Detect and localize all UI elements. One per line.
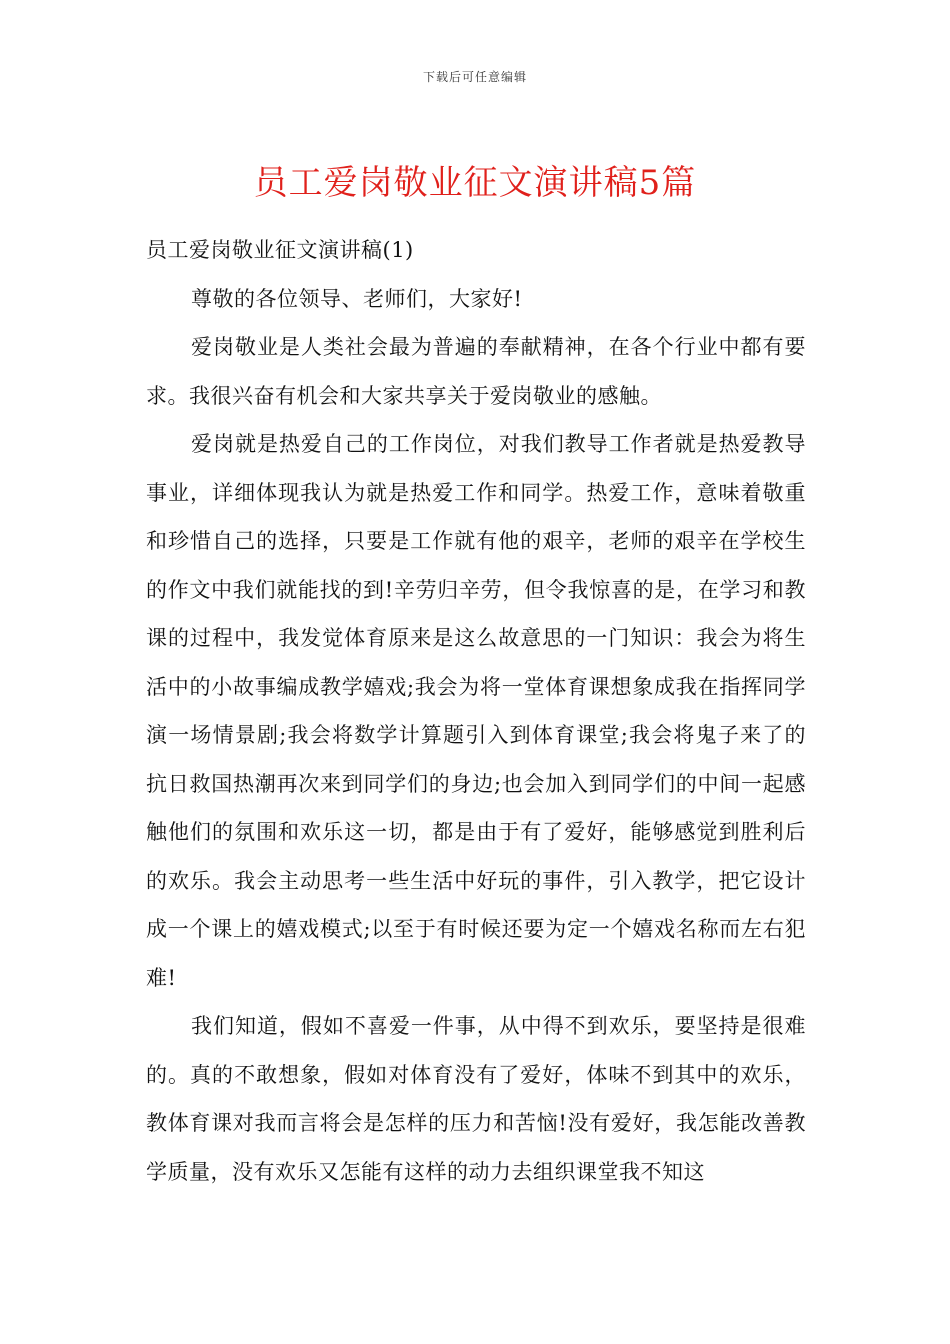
header-note: 下载后可任意编辑: [422, 70, 527, 84]
section-title: 员工爱岗敬业征文演讲稿(1): [146, 238, 414, 262]
paragraph: 尊敬的各位领导、老师们，大家好!: [191, 286, 523, 311]
paragraph: 我们知道，假如不喜爱一件事，从中得不到欢乐，要坚持是很难的。真的不敢想象，假如对体育没有了爱好，体味不到其中的欢乐，教体育课对我而言将会是怎样的压力和苦恼!没有爱好，我怎能改善教学质量，没有欢乐又怎能有这样的动力去组织课堂我不知这: [146, 1014, 806, 1184]
paragraph: 爱岗就是热爱自己的工作岗位，对我们教导工作者就是热爱教导事业，详细体现我认为就是热爱工作和同学。热爱工作，意味着敬重和珍惜自己的选择，只要是工作就有他的艰辛，老师的艰辛在学校生的作文中我们就能找的到!辛劳归辛劳，但令我惊喜的是，在学习和教课的过程中，我发觉体育原来是这么故意思的一门知识：我会为将生活中的小故事编成教学嬉戏;我会为将一堂体育课想象成我在指挥同学演一场情景剧;我会将数学计算题引入到体育课堂;我会将鬼子来了的抗日救国热潮再次来到同学们的身边;也会加入到同学们的中间一起感触他们的氛围和欢乐这一切，都是由于有了爱好，能够感觉到胜利后的欢乐。我会主动思考一些生活中好玩的事件，引入教学，把它设计成一个课上的嬉戏模式;以至于有时候还要为定一个嬉戏名称而左右犯难!: [146, 432, 806, 990]
document-title: 员工爱岗敬业征文演讲稿5篇: [253, 162, 697, 203]
document-body: [146, 226, 806, 1196]
paragraph: 爱岗敬业是人类社会最为普遍的奉献精神，在各个行业中都有要求。我很兴奋有机会和大家共享关于爱岗敬业的感触。: [146, 335, 806, 408]
